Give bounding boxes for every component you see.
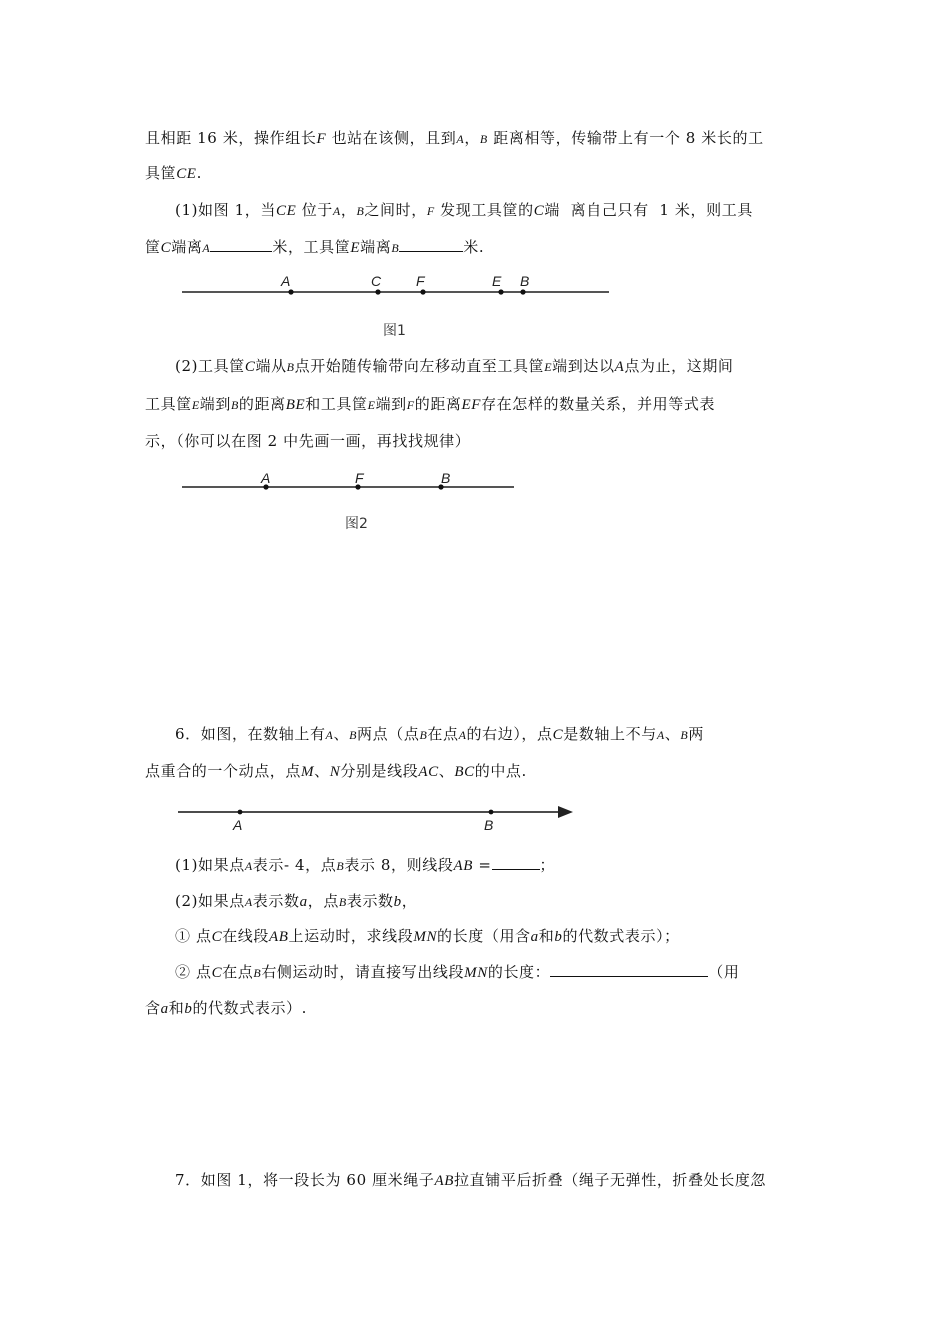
fig1-caption: 图1 (383, 323, 406, 339)
fig1-label-b: B (520, 273, 530, 289)
p7-line1: 7．如图 1，将一段长为 60 厘米绳子AB拉直铺平后折叠（绳子无弹性，折叠处长度忽 (175, 1171, 767, 1189)
p5-q2-line2: 工具筐E端到B的距离BE和工具筐E端到F的距离EF存在怎样的数量关系，并用等式表 (145, 395, 716, 413)
p6-c3: 含a和b的代数式表示）. (145, 999, 308, 1017)
fig1-label-e: E (492, 273, 502, 289)
fig1-point-f (420, 289, 425, 294)
axis-point-a (238, 810, 243, 815)
fig1-point-e (498, 289, 503, 294)
axis-arrow-icon (558, 806, 573, 818)
fig2-caption: 图2 (345, 516, 368, 532)
axis-label-a: A (233, 817, 243, 833)
p5-line1: 且相距 16 米，操作组长F 也站在该侧，且到A，B 距离相等，传输带上有一个 8 米长的工 (145, 129, 764, 147)
fig1-point-c (375, 289, 380, 294)
p5-q2-line3: 示，（你可以在图 2 中先画一画，再找找规律） (145, 432, 471, 450)
fig1-point-b (520, 289, 525, 294)
fig2-label-f: F (355, 470, 364, 486)
fig1-label-f: F (416, 273, 425, 289)
p6-line2: 点重合的一个动点，点M、N分别是线段AC、BC的中点. (145, 762, 527, 780)
p6-q2: (2)如果点A表示数a，点B表示数b， (175, 892, 418, 910)
p5-q1-line2: 筐C端离A 米，工具筐E端离B 米. (145, 238, 485, 256)
axis-point-b (489, 810, 494, 815)
p6-c1: ① 点C在线段AB上运动时，求线段MN的长度（用含a和b的代数式表示）； (175, 927, 680, 945)
answer-blank-ab[interactable] (492, 855, 540, 870)
p5-line2: 具筐CE. (145, 164, 202, 182)
fig1-point-a (288, 289, 293, 294)
p5-q1-line1: (1)如图 1，当CE 位于A，B之间时，F 发现工具筐的C端 离自己只有 1 米，则工具 (175, 201, 753, 219)
axis-label-b: B (484, 817, 494, 833)
fig1-label-a: A (281, 273, 291, 289)
p6-q1: (1)如果点A表示- 4，点B表示 8，则线段AB = ； (175, 856, 556, 874)
p5-q2-line1: (2)工具筐C端从B点开始随传输带向左移动直至工具筐E端到达以A点为止，这期间 (175, 357, 734, 375)
p6-line1: 6．如图，在数轴上有A、B两点（点B在点A的右边），点C是数轴上不与A、B两 (175, 725, 704, 743)
p6-c2: ② 点C在点B右侧运动时，请直接写出线段MN的长度： （用 (175, 963, 740, 981)
fig2-label-b: B (441, 470, 451, 486)
fig1-label-c: C (371, 273, 382, 289)
fig2-label-a: A (261, 470, 271, 486)
answer-blank-mn[interactable] (550, 962, 708, 977)
